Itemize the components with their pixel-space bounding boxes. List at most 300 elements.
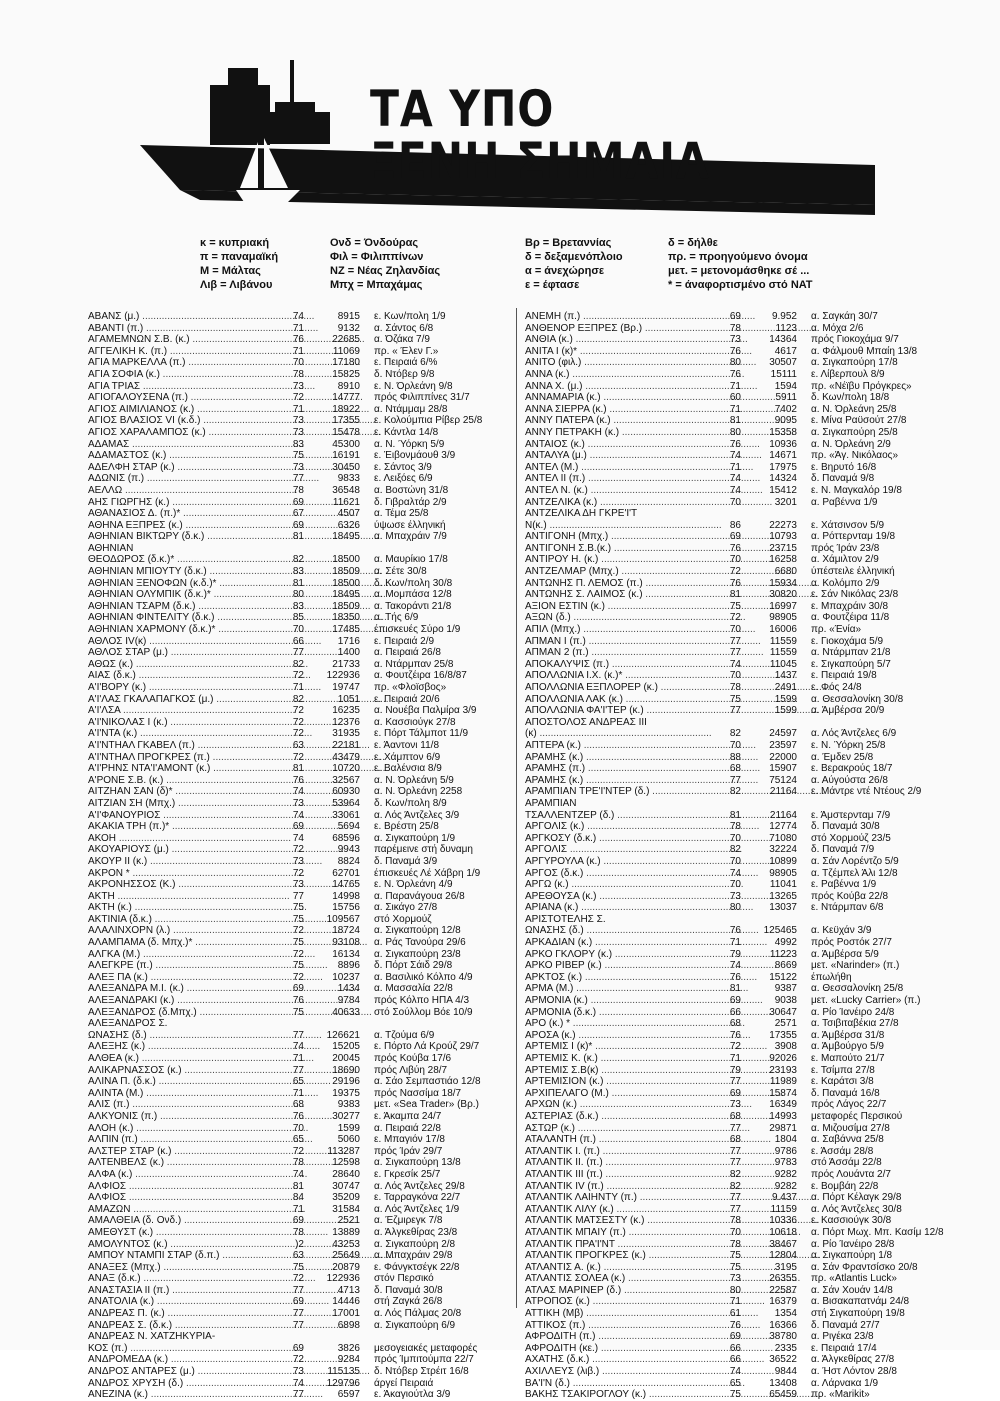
ship-year: 81	[292, 577, 304, 589]
ship-row	[525, 821, 955, 833]
ship-tonnage: 1051	[337, 693, 360, 705]
ship-year: 74	[729, 960, 741, 972]
ship-tonnage	[304, 543, 368, 555]
ship-name: ΑΡΑΜΗΣ (κ.) .....	[525, 752, 711, 764]
ship-year: 75	[292, 960, 304, 972]
ship-tonnage: 9282	[774, 1180, 797, 1192]
ship-name: ΑΤΛΑΝΤΙΚ ΛΙΛΥ (κ.) .....	[525, 1204, 711, 1216]
ship-year: 76	[292, 334, 304, 346]
ship-status: α. Έζμιρεγκ 7/8	[374, 1215, 443, 1227]
ship-row	[525, 357, 955, 369]
ship-tonnage	[741, 717, 805, 729]
ship-tonnage: 30277	[332, 1110, 360, 1122]
ship-name: ΑΝΑΞΕΣ (Μπχ.) .....	[88, 1262, 274, 1274]
ship-name: ΑΚΟΥΑΡΙΟΥΣ (μ.) .....	[88, 844, 274, 856]
ship-year: 80	[729, 426, 741, 438]
ship-tonnage: 22273	[769, 519, 797, 531]
ship-year: 73	[292, 1366, 304, 1378]
ship-name: ΑΘΑΝΑΣΙΟΣ Δ. (π.)* .....	[88, 508, 274, 520]
ship-name: ΑΙΤΖΗΑΝ ΣΑΝ (δ)* .....	[88, 786, 274, 798]
ship-year: 72	[292, 1354, 304, 1366]
ship-status: α. Βισακαπατνάμ 24/8	[811, 1296, 910, 1308]
ship-row	[525, 798, 955, 810]
ship-tonnage: 115135	[327, 1366, 360, 1378]
ship-name: ΑΠΟΛΛΩΝΙΑ ΕΞΠΛΟΡΕΡ (κ.) .....	[525, 682, 711, 694]
ship-name: ΑΛΣΤΕΡ ΣΤΑΡ (κ.) .....	[88, 1146, 274, 1158]
ship-tonnage: 43479	[332, 751, 360, 763]
ship-name: ΑΤΛΑΣ ΜΑΡΙΝΕΡ (δ.) .....	[525, 1285, 711, 1297]
ship-name: ΑΝΙΤΑ Ι (κ)* .....	[525, 346, 711, 358]
ship-name: ΤΣΑΛΛΕΝΤΖΕΡ (δ.) .....	[525, 810, 711, 822]
ship-status: α. Σιγκαπούρη 23/8	[374, 948, 461, 960]
ship-row	[525, 1250, 955, 1262]
ship-year: 78	[729, 1215, 741, 1227]
ship-status: α. Θεσσαλονίκη 30/8	[811, 693, 904, 705]
ship-name: ΑΓΑΜΕΜΝΩΝ Σ.Β. (κ.) .....	[88, 334, 274, 346]
ship-status: πρός Κούβα 17/6	[374, 1053, 452, 1064]
ship-name: ΑΡΚΤΟΣ (κ.) .....	[525, 972, 711, 984]
ship-name: ΑΝΕΜΗ (π.) .....	[525, 311, 711, 323]
ship-tonnage: 15122	[769, 971, 797, 983]
ship-row	[88, 624, 508, 636]
ship-row	[525, 914, 955, 926]
ship-year: 66	[729, 1342, 741, 1354]
ship-status: α. Βασιλικό Κόλπο 4/9	[374, 971, 473, 983]
ship-year: 83	[292, 438, 304, 450]
ship-tonnage: 15934	[769, 577, 797, 589]
ship-tonnage: 32224	[769, 844, 797, 856]
ship-name: ΑΝΔΡΟΣ ΧΡΥΣΗ (δ.) .....	[88, 1378, 274, 1390]
ship-status: πρ. «Νέϊβυ Πρόγκρες»	[811, 380, 912, 392]
ship-status: ε. Μπαχράιν 30/8	[811, 600, 889, 612]
ship-name: Α'Ι'ΒΟΡΥ (κ.) .....	[88, 682, 274, 694]
ship-tonnage: 5060	[337, 1134, 360, 1146]
legend-item: μετ. = μετονομάσθηκε σέ ...	[668, 265, 810, 277]
ship-status: πρός Κούβα 22/8	[811, 890, 889, 902]
legend-item: δ = δήλθε	[668, 237, 718, 249]
ship-status: ε. Άκαμπα 24/7	[374, 1110, 442, 1122]
ship-year: 74	[292, 1168, 304, 1180]
ship-tonnage	[304, 1331, 368, 1343]
ship-name: ΑΠΙΛ (Μπχ.) .....	[525, 624, 711, 636]
ship-status: ε. Ν. Όρλεάνη 9/8	[374, 380, 453, 392]
ship-name: ΑΝΤΖΕΛΙΚΑ ΔΗ ΓΚΡΕ'Ι'Τ	[525, 508, 638, 520]
ship-tonnage: 38780	[769, 1331, 797, 1343]
ship-row	[525, 578, 955, 590]
ship-status: α. Παρανάγουα 26/8	[374, 890, 465, 902]
ship-tonnage: 125465	[763, 925, 797, 937]
ship-year: 82	[729, 844, 741, 856]
ship-year: 70	[729, 879, 741, 891]
ship-status: ε. Τσίμπα 27/8	[811, 1064, 875, 1076]
ship-name: ΑΝΤΖΕΛΙΚΑ (κ.) .....	[525, 497, 711, 509]
ship-name: ΑΤΑΛΑΝΤΗ (π.) .....	[525, 1134, 711, 1146]
ship-year: 72	[729, 1041, 741, 1053]
ship-row	[525, 1157, 955, 1169]
ship-name: ΑΝΝΥ ΠΕΤΡΑΚΗ (κ.) .....	[525, 427, 711, 439]
ship-year: 79	[729, 948, 741, 960]
ship-row	[525, 670, 955, 682]
ship-name: ΑΝΤΕΛ Ν. (κ.) .....	[525, 485, 711, 497]
ship-row	[88, 1134, 508, 1146]
ship-status: α. Ν. Όρλεάνη 2258	[374, 786, 463, 798]
ship-tonnage: 16235	[332, 705, 360, 717]
ship-status: στό Σούλλομ Βόε 10/9	[374, 1006, 473, 1018]
ship-status: α. Πόρτ Μωχ. Μπ. Κασίμ 12/8	[811, 1226, 944, 1238]
ship-row	[88, 740, 508, 752]
ship-tonnage: 13889	[332, 1226, 360, 1238]
ship-tonnage: 35209	[332, 1192, 360, 1204]
ship-status: έπισκευές Λέ Χάβρη 1/9	[374, 867, 481, 879]
ship-name: ΑΝΔΡΕΑΣ Ν. ΧΑΤΖΗΚΥΡΙΑ-	[88, 1331, 216, 1343]
ship-status	[805, 717, 955, 729]
ship-row	[525, 1320, 955, 1332]
ship-name: ΑΛΕΓΚΡΕ (π.) .....	[88, 960, 274, 972]
ship-status: πρός Γιοκοχάμα 9/7	[811, 334, 899, 346]
ship-name: ΚΟΣ (π.) .....	[88, 1343, 274, 1355]
ship-year	[711, 914, 741, 926]
ship-year: 70	[729, 624, 741, 636]
legend-column-3	[525, 236, 623, 292]
ship-name: ΑΝΤΙΓΟΝΗ (Μπχ.) .....	[525, 531, 711, 543]
legend-item: ε = έφτασε	[525, 279, 580, 291]
ship-row	[525, 694, 955, 706]
ship-tonnage: 20045	[332, 1053, 360, 1064]
ship-row	[88, 462, 508, 474]
ship-row	[88, 798, 508, 810]
ship-name: ΑΚΟΗ .....	[88, 833, 274, 845]
ship-year: 81	[292, 1180, 304, 1192]
ship-tonnage: 11559	[769, 647, 797, 659]
ship-status: α. Φουτζέιρα 11/8	[811, 612, 890, 624]
ship-row	[88, 497, 508, 509]
ship-tonnage: 24597	[769, 728, 797, 740]
ship-tonnage: 8910	[337, 380, 360, 392]
ship-row	[88, 1227, 508, 1239]
ship-status: ε. Μαπούτο 21/7	[811, 1053, 885, 1064]
ship-name: ΑΛΦΙΟΣ .....	[88, 1181, 274, 1193]
ship-tonnage: 6898	[337, 1319, 360, 1331]
ship-year: 71	[729, 461, 741, 473]
ship-row	[525, 427, 955, 439]
ship-status: πρός Νασσίμα 18/7	[374, 1087, 462, 1099]
ship-tonnage: 14364	[769, 334, 797, 346]
ship-tonnage: 19747	[332, 682, 360, 693]
ship-status: στό Άσσάμ 22/8	[811, 1157, 882, 1169]
ship-status: ε. Σάν Νικόλας 23/8	[811, 589, 899, 601]
ship-tonnage: 6680	[774, 566, 797, 578]
ship-row	[88, 589, 508, 601]
ship-status: α. Άλγκεθίρας 23/8	[374, 1226, 458, 1238]
ship-tonnage: 14998	[332, 890, 360, 902]
ship-tonnage: 15358	[769, 426, 797, 438]
ship-tonnage: 6326	[337, 519, 360, 531]
ship-tonnage: 11223	[769, 948, 797, 960]
ship-name: ΑΝΤΖΕΛΜΑΡ (Μπχ.) .....	[525, 566, 711, 578]
ship-status: α. Σιγκαπούρη 2/8	[374, 1238, 456, 1250]
ship-row	[525, 369, 955, 381]
ship-name: ΑΝΤΑΙΟΣ (κ.) .....	[525, 439, 711, 451]
ship-tonnage: 21164	[769, 786, 797, 798]
ship-year: 83	[292, 600, 304, 612]
ship-status: α. Τακοράντι 21/8	[374, 600, 452, 612]
ship-status: δ. Κων/πολη 30/8	[374, 577, 453, 589]
legend-column-2	[330, 236, 440, 292]
ship-row	[88, 717, 508, 729]
ship-name: ΑΓΙΑ ΤΡΙΑΣ .....	[88, 381, 274, 393]
ship-tonnage: 30747	[332, 1180, 360, 1192]
ship-year: 74	[292, 832, 304, 844]
ship-status: πρ. « Έλεν Γ.»	[374, 345, 439, 357]
ship-tonnage: 18509	[332, 600, 360, 612]
ship-row	[88, 543, 508, 555]
ship-status: ε. Κων/πολη 1/9	[374, 311, 446, 322]
ship-row	[525, 752, 955, 764]
ship-row	[88, 914, 508, 926]
ship-name: ΑΤΤΙΚΗ (Μβ) .....	[525, 1308, 711, 1320]
ship-name: ΑΡΟΣΑ (κ.) .....	[525, 1030, 711, 1042]
ship-year: 74	[729, 473, 741, 485]
ship-status: πρός Λάγος 22/7	[811, 1099, 887, 1111]
ship-status: α. Ν. Όρλεάνη 2/9	[811, 438, 891, 450]
ship-status: α. Σάντος 6/8	[374, 322, 434, 334]
ship-tonnage: 23715	[769, 542, 797, 554]
legend-item: Μπχ = Μπαχάμας	[330, 279, 423, 291]
legend-item: Μ = Μάλτας	[200, 265, 261, 277]
legend-item: Φιλ = Φιλιππίνων	[330, 251, 424, 263]
ship-year: 69	[729, 1331, 741, 1343]
ship-name: ΑΡΑΜΗΣ (κ.) .....	[525, 775, 711, 787]
ship-year: 74	[292, 809, 304, 821]
ship-name: ΑΝΝΥ ΠΑΤΕΡΑ (κ.) .....	[525, 415, 711, 427]
ship-name: ΑΠΤΕΡΑ (κ.) .....	[525, 740, 711, 752]
ship-tonnage: 22685	[332, 334, 360, 346]
ship-status: α. Μομπάσα 12/8	[374, 589, 452, 601]
ship-status: α. Κολόμπο 2/9	[811, 577, 880, 589]
ship-status: α. Ρόττερνταμ 19/8	[811, 531, 896, 543]
ship-row	[525, 566, 955, 578]
ship-year: 71	[729, 1053, 741, 1064]
ship-row	[525, 1041, 955, 1053]
ship-name: ΑΜΑΖΩΝ .....	[88, 1204, 274, 1216]
ship-status: πρός Ίράν 29/7	[374, 1145, 443, 1157]
ship-row	[88, 601, 508, 613]
ship-name: ΑΞΩΝ (δ.) .....	[525, 612, 711, 624]
ship-year: 72	[292, 751, 304, 763]
ship-row	[88, 439, 508, 451]
ship-row	[525, 833, 955, 845]
ship-status: α. Ράς Τανούρα 29/6	[374, 937, 466, 949]
legend-item: κ = κυπριακή	[200, 237, 270, 249]
ship-year: 74	[729, 658, 741, 670]
ship-year: 72	[292, 844, 304, 856]
ship-row	[525, 659, 955, 671]
ship-name: ΑΗΣ ΓΙΩΡΓΗΣ (κ.) .....	[88, 497, 274, 509]
ship-row	[525, 462, 955, 474]
ship-name: ΑΛΕΞ ΠΑ (κ.) .....	[88, 972, 274, 984]
ship-tonnage: 9844	[774, 1366, 797, 1378]
ship-name: ΑΡΑΜΠΙΑΝ ΤΡΕ'Ι'ΝΤΕΡ (δ.) .....	[525, 786, 711, 798]
ship-year: 75	[292, 913, 304, 925]
ship-status: α. Χάμιλτον 2/9	[811, 554, 879, 566]
ship-tonnage: 113287	[327, 1145, 360, 1157]
ship-tonnage: 43253	[332, 1238, 360, 1250]
ship-year: 76	[729, 925, 741, 937]
ship-year: 72	[292, 1273, 304, 1285]
ship-year: 81	[729, 983, 741, 995]
ship-row	[525, 1099, 955, 1111]
ship-status: ε. Μπαγιόν 17/8	[374, 1134, 445, 1146]
ship-row	[525, 705, 955, 717]
ship-year: 77	[729, 1192, 741, 1204]
ship-row	[525, 786, 955, 798]
ship-row	[88, 1041, 508, 1053]
ship-name: ΑΡΜΟΝΙΑ (δ.κ.) .....	[525, 1007, 711, 1019]
ship-name: ΑΛΙΣ (π.) .....	[88, 1099, 274, 1111]
ship-tonnage: 60930	[332, 786, 360, 798]
ship-status: α. Λός Άντζελες 3/9	[374, 809, 460, 821]
ship-row	[88, 1146, 508, 1158]
ship-row	[525, 450, 955, 462]
ship-tonnage: 10237	[332, 971, 360, 983]
ship-status: α. Τζούμα 6/9	[374, 1029, 435, 1041]
ship-tonnage: 14993	[769, 1110, 797, 1122]
ship-tonnage: 71080	[769, 832, 797, 844]
ship-name: ΑΦΡΟΔΙΤΗ (κε.) .....	[525, 1343, 711, 1355]
ship-year: 81	[729, 809, 741, 821]
ship-name: ΑΡΜΑ (Μ.) .....	[525, 983, 711, 995]
ship-row	[88, 879, 508, 891]
ship-row	[88, 1030, 508, 1042]
ship-name: ΑΡΤΕΜΙΣΙΟΝ (κ.) .....	[525, 1076, 711, 1088]
ship-row	[525, 983, 955, 995]
ship-row	[525, 473, 955, 485]
ship-row	[525, 1088, 955, 1100]
ship-year: 71	[292, 403, 304, 415]
ship-name: ΑΛΑΜΠΑΜΑ (δ. Μπχ.)* .....	[88, 937, 274, 949]
ship-year: 65	[729, 1377, 741, 1389]
ship-tonnage: 7402	[774, 403, 797, 415]
ship-row	[525, 1123, 955, 1135]
ship-year: 66	[729, 1354, 741, 1366]
ship-year: 63	[292, 1250, 304, 1262]
ship-year: 75	[292, 450, 304, 462]
ship-status: α. Μαυρίκιο 17/8	[374, 554, 448, 566]
ship-tonnage: 18495	[332, 531, 360, 543]
ship-name: ΑΜΕΘΥΣΤ (κ.) .....	[88, 1227, 274, 1239]
ship-year: 73	[292, 879, 304, 891]
ship-name: ΑΡΤΕΜΙΣ Κ. (κ.) .....	[525, 1053, 711, 1065]
ship-name: ΑΚΤΙΝΙΑ (δ.κ.) .....	[88, 914, 274, 926]
ship-status: ε. Σάντος 3/9	[374, 461, 432, 473]
ship-row	[88, 937, 508, 949]
ship-name: ΑΝΔΡΕΑΣ Π. (κ.) .....	[88, 1308, 274, 1320]
ship-tonnage: 9387	[774, 983, 797, 995]
ship-year: 76	[729, 1029, 741, 1041]
ship-year: 75	[292, 1006, 304, 1018]
ship-row	[88, 705, 508, 717]
ship-name: ΑΡΙΣΤΟΤΕΛΗΣ Σ.	[525, 913, 606, 925]
ship-row	[525, 740, 955, 752]
ship-name: ΑΓΓΕΛΙΚΗ Κ. (π.) .....	[88, 346, 274, 358]
ship-name: ΑΤΛΑΝΤΙΣ Α. (κ.) .....	[525, 1262, 711, 1274]
ship-year: 68	[729, 763, 741, 775]
ship-name: ΑΙΑΣ (δ.κ.) .....	[88, 670, 274, 682]
ship-row	[88, 891, 508, 903]
ship-tonnage: 9282	[774, 1168, 797, 1180]
ship-row	[88, 520, 508, 532]
ship-year: 71	[729, 403, 741, 415]
ship-name: ΑΞΙΟΝ ΕΣΤΙΝ (κ.) .....	[525, 601, 711, 613]
ship-status: ε. Λίβερπουλ 8/9	[811, 368, 885, 380]
ship-row	[525, 531, 955, 543]
ship-name: ΑΝΝΑΜΑΡΙΑ (κ.) .....	[525, 392, 711, 404]
ship-name: ΑΠΟΛΛΩΝΙΑ ΛΑΚ (κ.) .....	[525, 694, 711, 706]
ship-year: 71	[729, 380, 741, 392]
ship-status	[368, 1018, 508, 1030]
ship-status: ε. Μίνα Ραϋσούτ 27/8	[811, 415, 907, 427]
ship-year: 72	[292, 1145, 304, 1157]
ship-tonnage: 10936	[769, 438, 797, 450]
ship-row	[525, 415, 955, 427]
ship-tonnage: 26355	[769, 1273, 797, 1285]
ship-tonnage: 30820	[769, 589, 797, 601]
ship-tonnage	[741, 508, 805, 520]
ship-year: 78	[292, 368, 304, 380]
ship-row	[88, 1250, 508, 1262]
ship-row	[88, 1204, 508, 1216]
ship-name: ΑΘΛΟΣ ΣΤΑΡ (μ.) .....	[88, 647, 274, 659]
ship-name: ΑΠΜΑΝ 2 (π.) .....	[525, 647, 711, 659]
ship-tonnage: 17975	[769, 461, 797, 473]
ship-status: πρ. «Φλοϊσβος»	[374, 682, 447, 693]
ship-tonnage: 62701	[332, 867, 360, 879]
ship-year: 73	[292, 461, 304, 473]
ship-status: ε. Πειραιά 2/9	[374, 635, 435, 647]
ship-status: α. Ρίο Ίανέιρο 24/8	[811, 1006, 895, 1018]
ship-tonnage: 3201	[774, 496, 797, 508]
ship-year: 88	[729, 751, 741, 763]
ship-year: 74	[729, 867, 741, 879]
ship-status: ε. Πόρτ Τάλμποτ 11/9	[374, 728, 469, 740]
ship-tonnage: 8669	[774, 960, 797, 972]
ship-row	[525, 1204, 955, 1216]
ship-tonnage: 12804	[769, 1250, 797, 1262]
ship-tonnage: 8915	[337, 311, 360, 322]
ship-status: δ. Παναμά 9/8	[811, 473, 875, 485]
ship-name: ΑΡΑΜΠΙΑΝ	[525, 797, 577, 809]
ship-status: δ. Παναμά 7/9	[811, 844, 875, 856]
ship-status: α. Σάο Σεμπαστιάο 12/8	[374, 1076, 481, 1088]
ship-row	[88, 659, 508, 671]
ship-tonnage: 18495	[332, 589, 360, 601]
ship-year: 78	[292, 1226, 304, 1238]
ship-row	[525, 404, 955, 416]
ship-status: α. Άμβέρσα 20/9	[811, 705, 885, 717]
ship-row	[525, 1239, 955, 1251]
ship-name: ΑΝΤΑΛΥΑ (μ.) .....	[525, 450, 711, 462]
ship-name: ΑΚΡΟΝΗΣΣΟΣ (Κ.) .....	[88, 879, 274, 891]
ship-year: 77	[292, 1029, 304, 1041]
ship-row	[525, 554, 955, 566]
ship-status: α. Τής 6/9	[374, 612, 419, 624]
ship-status: ε. Βρέστη 25/8	[374, 821, 439, 833]
ship-name: ΑΛΓΚΑ (Μ.) .....	[88, 949, 274, 961]
ship-status: ύπέστειλε έλληνική	[811, 566, 895, 578]
ship-year: 81	[292, 763, 304, 775]
ship-status: α. Σαβάννα 25/8	[811, 1134, 884, 1146]
ship-tonnage: 30507	[769, 357, 797, 369]
